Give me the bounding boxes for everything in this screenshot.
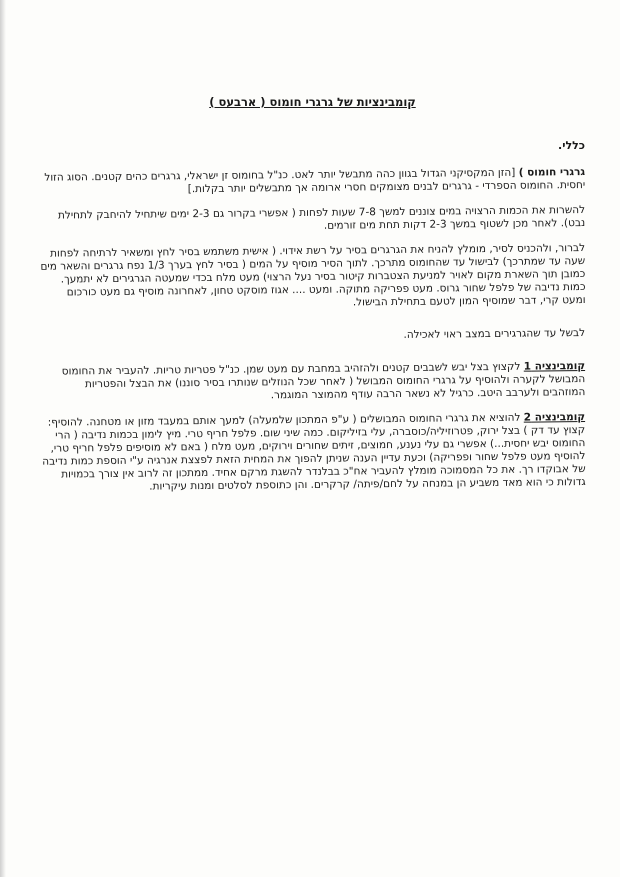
- spacer: [40, 319, 585, 327]
- document-body: [40, 96, 585, 501]
- combination-2-text: להוציא את גרגרי החומוס המבושלים ( ע"פ המתכון שלמעלה) למעך אותם במעבד מזון או מטחנה. להוסיף: קצוץ עד דק ) בצל ירוק, פטרוזיליה/כוסברה, עלי בזיליקום. כמה שיני שום. פלפל חריף טרי. מיץ לימון בכמות נדיבה ( הרי החומוס יבש יחסית...) אפשרי גם עלי נענע, חמוצים, זיתים שחורים וירוקים, מעט מלח ( באם לא מוסיפים פלפל חריף טרי, להוסיף מעט פלפל שחור ופפריקה) וכעת עדיין הענה שניתן להפוך את המחית הזאת לפצצת אנרגיה ע"י הוספת כמות נדיבה של אבוקדו רך. את כל המסמוכה מומלץ להעביר אח"כ בבלנדר להשגת מרקם אחיד. ממתכון זה לרוב אין צורך בכמויות גדולות כי הוא מאד משביע הן במנחה על לחם/פיתה/ קרקרים. והן כתוספת לסלטים ומנות עיקריות.: [42, 411, 586, 493]
- combination-2: [40, 411, 586, 495]
- general-heading: כללי.: [558, 139, 585, 152]
- combination-2-label: קומבינציה 2: [523, 411, 586, 424]
- spacer: [40, 352, 585, 360]
- paragraph-chickpea-types: [40, 166, 585, 198]
- scan-edge-shadow: [0, 0, 6, 877]
- combination-1: [40, 360, 585, 405]
- paragraph-cooking: לברור, ולהכניס לסיר, מומלץ להניח את הגרגרים בסיר על רשת אידוי. ( אישית משתמש בסיר לחץ ומשאיר לרתיחה לפחות שעה עד שמתרכך) לבישול עד שהחומוס מתרכך. לתוך הסיר מוסיף על המים ( בסיר לחץ בערך 1/3 נפח גרגרים והשאר מים כמובן תוך השארת מקום לאויר למניעת הצטברות קיטור בסיר נעל הרצוי) מעט מלח בכדי שמעטה הגרגירים לא יתמעך. כמות נדיבה של פלפל שחור גרוס. מעט פפריקה מתוקה. ומעט .... אגוז מוסקט טחון, לאחרונה מוסיף גם מעט כורכום ומעט קרי, דבר שמוסיף המון לטעם בתחילת הבישול.: [40, 242, 586, 309]
- paragraph-soaking: להשרות את הכמות הרצויה במים צוננים למשך 7-8 שעות לפחות ( אפשרי בקרור גם 2-3 ימים שיתחיל להיחבק לתחילת נבט). לאחר מכן לשטוף במשך 2-3 דקות תחת מים זורמים.: [57, 204, 586, 232]
- chickpea-term: גרגרי חומוס ): [518, 166, 586, 179]
- combination-1-text: לקצוץ בצל יבש לשבבים קטנים ולהזהיב במחבת עם מעט שמן. כנ"ל פטריות טריות. להעביר את החומוס המבושל לקערה ולהוסיף על גרגרי החומוס המבושל ( לאחר שכל הנוזלים שנותרו בסיר סוננו) את הבצל והפטריות המוזהבים ולערבב היטב. כרגיל לא נשאר הרבה עודף מהמוצר המוגמר.: [61, 360, 586, 402]
- combination-1-label: קומבינציה 1: [523, 360, 586, 373]
- paragraph-cook-until-ready: לבשל עד שהגרגירים במצב ראוי לאכילה.: [403, 327, 586, 341]
- document-title: קומבינציות של גרגרי חומוס ( ארבעס ): [209, 95, 416, 109]
- chickpea-types-text: [הזן המקסיקני הגדול בגוון כהה מתבשל יותר לאט. כנ"ל בחומוס זן ישראלי, גרגרים כהים קטנים. הסוג הזול יחסית. החומוס הספרדי - גרגרים לבנים מצומקים חסרי ארומה אך מתבשלים יותר בקלות.]: [44, 166, 586, 196]
